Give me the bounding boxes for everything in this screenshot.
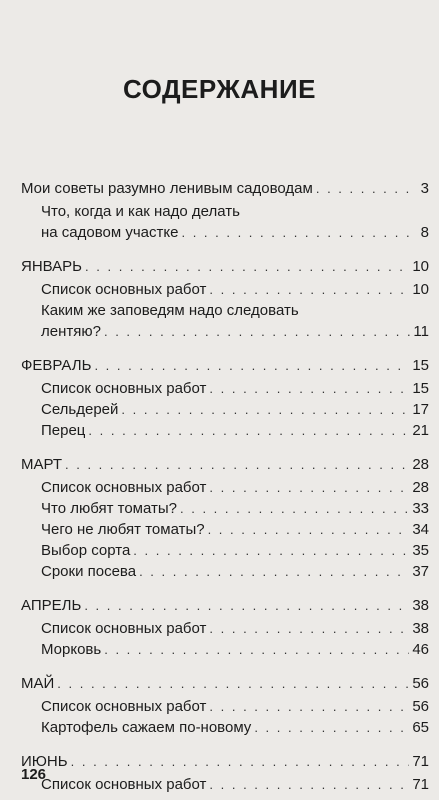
dot-leader xyxy=(65,454,409,475)
toc-subentry xyxy=(21,519,429,540)
toc-page-number: 65 xyxy=(412,719,429,736)
toc-month-entry xyxy=(21,751,429,772)
dot-leader xyxy=(88,420,409,441)
toc-page-number: 34 xyxy=(412,521,429,538)
toc-entry-text: ИЮНЬ xyxy=(21,753,68,770)
dot-leader xyxy=(180,498,409,519)
toc-entry-text: Перец xyxy=(41,422,86,439)
page-number: 126 xyxy=(21,766,47,783)
dot-leader xyxy=(85,256,409,277)
dot-leader xyxy=(181,222,410,243)
toc-page-number: 28 xyxy=(412,479,429,496)
toc-subentry xyxy=(21,639,429,660)
toc-page-number: 15 xyxy=(412,357,429,374)
toc-page-number: 21 xyxy=(412,422,429,439)
dot-leader xyxy=(94,355,409,376)
toc-subentry xyxy=(21,399,429,420)
toc-page-number: 71 xyxy=(412,776,429,793)
dot-leader xyxy=(208,519,410,540)
toc-entry-text: Что, когда и как надо делать xyxy=(41,203,240,220)
dot-leader xyxy=(316,178,410,199)
toc-page-number: 10 xyxy=(412,258,429,275)
toc-subentry-line1 xyxy=(21,300,429,321)
toc-entry-text: Чего не любят томаты? xyxy=(41,521,205,538)
dot-leader xyxy=(133,540,409,561)
dot-leader xyxy=(57,673,409,694)
toc-page-number: 17 xyxy=(412,401,429,418)
toc-entry-text: Список основных работ xyxy=(41,698,207,715)
toc-entry-text: Морковь xyxy=(41,641,102,658)
toc-subentry xyxy=(21,561,429,582)
toc-page-number: 3 xyxy=(420,180,429,197)
dot-leader xyxy=(209,477,409,498)
toc-subentry xyxy=(21,618,429,639)
toc-month-entry xyxy=(21,256,429,277)
toc-subentry xyxy=(21,420,429,441)
toc-page-number: 10 xyxy=(412,281,429,298)
toc-subentry xyxy=(21,498,429,519)
toc-page-number: 33 xyxy=(412,500,429,517)
toc-entry-text: Мои советы разумно ленивым садоводам xyxy=(21,180,313,197)
toc-entry-text: Список основных работ xyxy=(41,776,207,793)
dot-leader xyxy=(209,279,409,300)
toc-page-number: 38 xyxy=(412,620,429,637)
toc-page-number: 35 xyxy=(412,542,429,559)
toc-subentry xyxy=(21,222,429,243)
toc-page-number: 46 xyxy=(412,641,429,658)
toc-entry-text: МАЙ xyxy=(21,675,55,692)
table-of-contents xyxy=(21,178,429,795)
toc-entry-text: АПРЕЛЬ xyxy=(21,597,82,614)
toc-page-number: 38 xyxy=(412,597,429,614)
toc-entry-text: Что любят томаты? xyxy=(41,500,177,517)
dot-leader xyxy=(71,751,410,772)
dot-leader xyxy=(84,595,409,616)
toc-entry-text: Картофель сажаем по-новому xyxy=(41,719,252,736)
toc-page-number: 8 xyxy=(420,224,429,241)
toc-page-number: 71 xyxy=(412,753,429,770)
toc-subentry xyxy=(21,774,429,795)
toc-entry-text: ФЕВРАЛЬ xyxy=(21,357,92,374)
toc-subentry xyxy=(21,717,429,738)
toc-subentry-line1 xyxy=(21,201,429,222)
toc-entry-text: Список основных работ xyxy=(41,281,207,298)
toc-month-entry xyxy=(21,454,429,475)
toc-subentry xyxy=(21,696,429,717)
toc-subentry xyxy=(21,540,429,561)
toc-entry xyxy=(21,178,429,199)
toc-entry-text: Сроки посева xyxy=(41,563,137,580)
toc-entry-text: Выбор сорта xyxy=(41,542,131,559)
dot-leader xyxy=(209,696,409,717)
dot-leader xyxy=(209,618,409,639)
toc-subentry xyxy=(21,321,429,342)
dot-leader xyxy=(209,378,409,399)
toc-entry-text: Список основных работ xyxy=(41,380,207,397)
toc-entry-text: Сельдерей xyxy=(41,401,119,418)
toc-subentry xyxy=(21,378,429,399)
toc-page-number: 15 xyxy=(412,380,429,397)
toc-page-number: 56 xyxy=(412,675,429,692)
dot-leader xyxy=(254,717,409,738)
dot-leader xyxy=(104,639,409,660)
toc-month-entry xyxy=(21,673,429,694)
page-title: СОДЕРЖАНИЕ xyxy=(123,74,316,104)
toc-month-entry xyxy=(21,595,429,616)
toc-page-number: 37 xyxy=(412,563,429,580)
toc-subentry xyxy=(21,279,429,300)
toc-page-number: 56 xyxy=(412,698,429,715)
toc-entry-text: Список основных работ xyxy=(41,479,207,496)
toc-entry-text: Список основных работ xyxy=(41,620,207,637)
toc-page-number: 28 xyxy=(412,456,429,473)
toc-entry-text-cont: на садовом участке xyxy=(41,224,179,241)
toc-entry-text: МАРТ xyxy=(21,456,62,473)
dot-leader xyxy=(209,774,409,795)
toc-subentry xyxy=(21,477,429,498)
dot-leader xyxy=(104,321,410,342)
toc-page-number: 11 xyxy=(413,323,429,340)
toc-entry-text: ЯНВАРЬ xyxy=(21,258,83,275)
dot-leader xyxy=(139,561,409,582)
toc-entry-text-cont: лентяю? xyxy=(41,323,101,340)
toc-entry-text: Каким же заповедям надо следовать xyxy=(41,302,299,319)
toc-month-entry xyxy=(21,355,429,376)
dot-leader xyxy=(121,399,409,420)
